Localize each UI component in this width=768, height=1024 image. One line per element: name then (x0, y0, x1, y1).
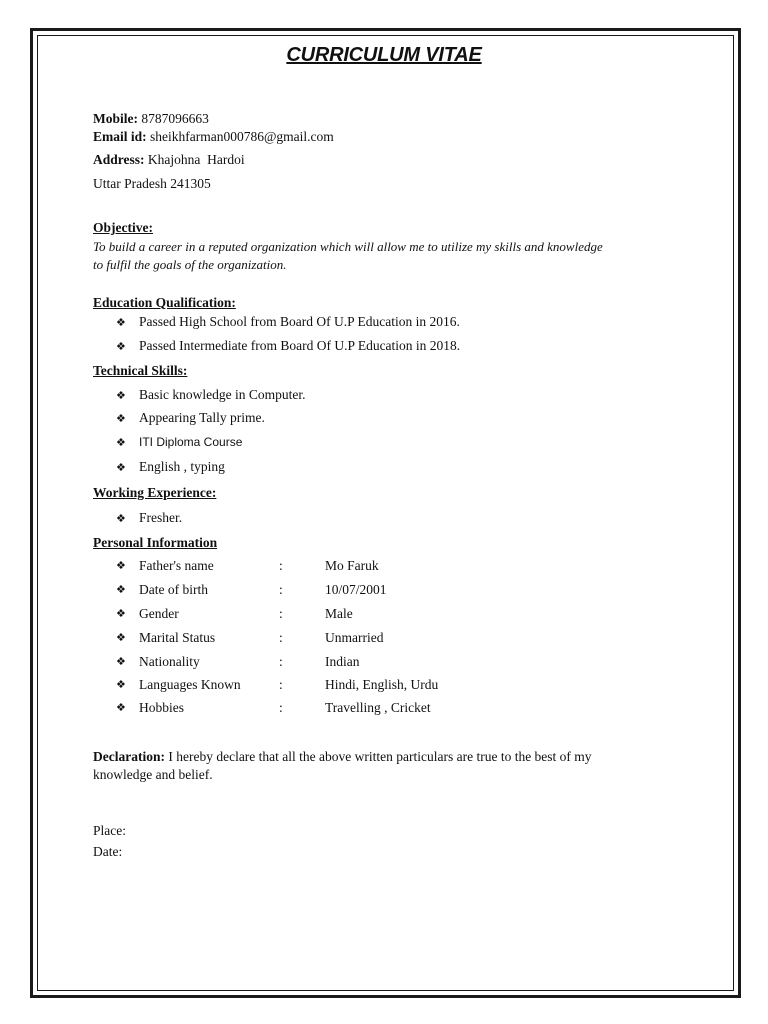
bullet-diamond-icon: ❖ (116, 340, 126, 353)
bullet-diamond-icon: ❖ (116, 316, 126, 329)
declaration-line (93, 749, 592, 765)
bullet-diamond-icon: ❖ (116, 436, 126, 449)
skill-item-text: Appearing Tally prime. (139, 410, 265, 425)
bullet-diamond-icon: ❖ (116, 583, 126, 596)
personal-separator: : (279, 630, 283, 645)
address-line (93, 152, 245, 168)
education-item-text: Passed Intermediate from Board Of U.P Education in 2018. (139, 338, 461, 353)
bullet-diamond-icon: ❖ (116, 559, 126, 572)
personal-value: 10/07/2001 (325, 582, 387, 597)
personal-value: Indian (325, 654, 360, 669)
personal-label: Marital Status (139, 630, 216, 645)
bullet-diamond-icon: ❖ (116, 678, 126, 691)
bullet-diamond-icon: ❖ (116, 607, 126, 620)
document-title: CURRICULUM VITAE (286, 44, 482, 66)
skill-item-text: Basic knowledge in Computer. (139, 387, 306, 402)
mobile-value: 8787096663 (141, 111, 209, 126)
email-line (93, 129, 334, 145)
bullet-diamond-icon: ❖ (116, 701, 126, 714)
address-label: Address: (93, 152, 145, 167)
objective-heading: Objective: (93, 220, 153, 235)
declaration-label: Declaration: (93, 749, 165, 764)
experience-item (116, 510, 182, 527)
skill-item (116, 459, 225, 476)
personal-value: Male (325, 606, 353, 621)
skill-item (116, 387, 305, 404)
personal-separator: : (279, 654, 283, 669)
bullet-diamond-icon: ❖ (116, 412, 126, 425)
declaration-text-line2: knowledge and belief. (93, 767, 213, 782)
declaration-text-line1: I hereby declare that all the above written particulars are true to the best of my (168, 749, 592, 764)
experience-heading: Working Experience: (93, 485, 217, 500)
personal-separator: : (279, 606, 283, 621)
bullet-diamond-icon: ❖ (116, 461, 126, 474)
personal-label: Nationality (139, 654, 200, 669)
address-value: Khajohna Hardoi (147, 152, 245, 167)
personal-value: Mo Faruk (325, 558, 379, 573)
personal-separator: : (279, 677, 283, 692)
personal-label: Gender (139, 606, 179, 621)
personal-value: Unmarried (325, 630, 384, 645)
personal-heading: Personal Information (93, 535, 218, 550)
objective-text-line1: To build a career in a reputed organization which will allow me to utilize my skills and knowledge (93, 239, 603, 254)
skill-item (116, 434, 242, 451)
experience-item-text: Fresher. (139, 510, 183, 525)
bullet-diamond-icon: ❖ (116, 631, 126, 644)
personal-separator: : (279, 558, 283, 573)
bullet-diamond-icon: ❖ (116, 389, 126, 402)
skill-item (116, 410, 265, 427)
date-label: Date: (93, 844, 123, 859)
education-item (116, 338, 460, 355)
personal-label: Father's name (139, 558, 214, 573)
personal-label: Languages Known (139, 677, 241, 692)
education-item-text: Passed High School from Board Of U.P Education in 2016. (139, 314, 460, 329)
personal-label: Hobbies (139, 700, 184, 715)
bullet-diamond-icon: ❖ (116, 655, 126, 668)
personal-separator: : (279, 582, 283, 597)
skill-item-text: ITI Diploma Course (139, 435, 243, 449)
personal-label: Date of birth (139, 582, 208, 597)
email-label: Email id: (93, 129, 147, 144)
personal-value: Hindi, English, Urdu (325, 677, 439, 692)
education-heading: Education Qualification: (93, 295, 236, 310)
skill-item-text: English , typing (139, 459, 225, 474)
personal-separator: : (279, 700, 283, 715)
address-line-2: Uttar Pradesh 241305 (93, 176, 211, 191)
bullet-diamond-icon: ❖ (116, 512, 126, 525)
mobile-label: Mobile: (93, 111, 138, 126)
email-value: sheikhfarman000786@gmail.com (150, 129, 334, 144)
skills-heading: Technical Skills: (93, 363, 188, 378)
education-item (116, 314, 460, 331)
objective-text-line2: to fulfil the goals of the organization. (93, 257, 287, 272)
mobile-line (93, 111, 209, 127)
personal-value: Travelling , Cricket (325, 700, 431, 715)
place-label: Place: (93, 823, 126, 838)
